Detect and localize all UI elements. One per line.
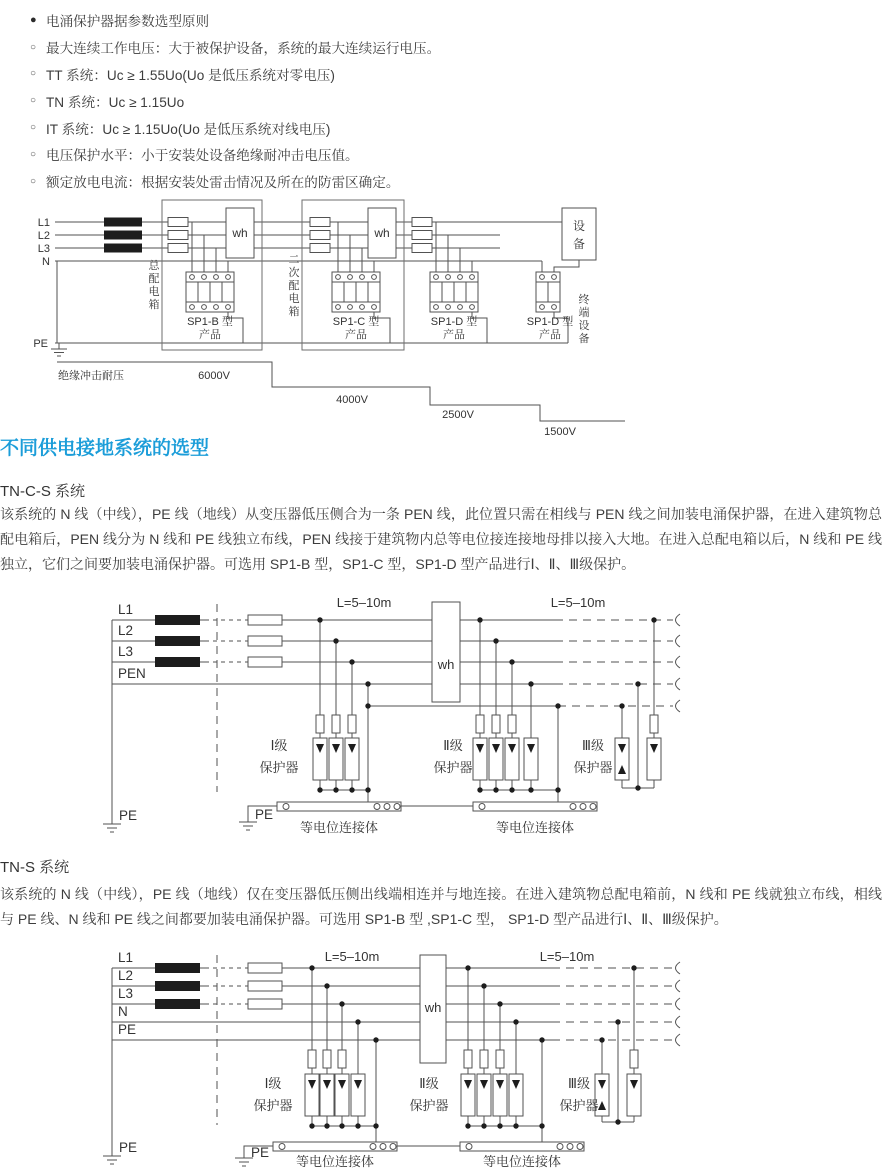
product-name: SP1-C 型 (332, 316, 380, 328)
protector-label: 保护器 (433, 760, 473, 775)
principle-text: 最大连续工作电压：大于被保护设备，系统的最大连续运行电压。 (46, 41, 441, 57)
line-label-pe: PE (119, 808, 138, 823)
withstand-level: 6000V (198, 370, 230, 382)
product-suffix: 产品 (539, 329, 561, 341)
list-item (30, 168, 440, 195)
line-label-l1: L1 (118, 950, 134, 965)
withstand-level: 2500V (442, 409, 474, 421)
earth-symbol-icon (239, 822, 257, 830)
line-label-pe: PE (251, 1145, 270, 1160)
meter-label: wh (374, 226, 390, 240)
class1-label: Ⅰ级 (264, 1076, 282, 1091)
line-label-pe: PE (33, 338, 48, 350)
bonding-label: 等电位连接体 (495, 820, 575, 835)
hollow-bullet-icon: ○ (30, 148, 37, 160)
distance-label: L=5–10m (550, 595, 606, 610)
earth-symbol-icon (51, 349, 67, 356)
tns-title: TN-S 系统 (0, 859, 70, 876)
cascade-protection-diagram (0, 197, 882, 442)
protector-label: 保护器 (253, 1098, 293, 1113)
distance-label: L=5–10m (539, 950, 595, 964)
principle-text: TN 系统：Uc ≥ 1.15Uo (46, 94, 185, 110)
line-label-n: N (42, 256, 50, 268)
line-label-pe: PE (255, 807, 274, 822)
line-continuation-arcs (676, 614, 681, 712)
class2-spd-group (461, 968, 542, 1142)
bonding-label: 等电位连接体 (295, 1154, 375, 1169)
principle-text: TT 系统：Uc ≥ 1.55Uo(Uo 是低压系统对零电压) (46, 67, 335, 83)
hollow-bullet-icon: ○ (30, 68, 37, 80)
meter-label: wh (424, 1000, 442, 1015)
main-box-label: 总配电箱 (148, 260, 160, 311)
section-title: 不同供电接地系统的选型 (0, 438, 210, 459)
list-item (30, 141, 440, 168)
tncs-system-diagram (55, 592, 715, 852)
tns-body: 该系统的 N 线（中线），PE 线（地线）仅在变压器低压侧出线端相连并与地连接。在进入建筑物总配电箱前，N 线和 PE 线就独立布线，相线与 PE 线、N 线和 PE 线之间都要加装电涌保护器。可选用 SP1-B 型 ,SP1-C 型， SP1-D 型产品进行Ⅰ、Ⅱ、Ⅲ级保护。 (0, 886, 882, 927)
class3-spd-group (595, 968, 641, 1122)
class3-label: Ⅲ级 (568, 1076, 590, 1091)
principle-text: 电压保护水平：小于安装处设备绝缘耐冲击电压值。 (46, 148, 359, 164)
tns-system-diagram (55, 950, 715, 1173)
withstand-level: 1500V (544, 426, 576, 438)
list-item (30, 87, 440, 114)
equipment-label: 设备 (572, 219, 586, 251)
bonding-label: 等电位连接体 (299, 820, 379, 835)
withstand-label: 绝缘冲击耐压 (58, 370, 124, 382)
product-name: SP1-D 型 (526, 316, 574, 328)
line-label-pen: PEN (118, 666, 146, 681)
hollow-bullet-icon: ○ (30, 41, 37, 53)
earth-symbol-icon (103, 824, 121, 832)
terminal-equipment-label: 终端设备 (578, 294, 590, 345)
list-item (30, 114, 440, 141)
principle-text: 额定放电电流：根据安装处雷击情况及所在的防雷区确定。 (46, 175, 400, 191)
list-item (30, 61, 440, 88)
supply-fuses (155, 615, 282, 667)
equipment-box (562, 208, 596, 260)
principles-title: 电涌保护器据参数选型原则 (46, 14, 210, 30)
line-label-l3: L3 (118, 644, 134, 659)
energy-meter-box (432, 602, 460, 702)
class1-spd-group (305, 968, 376, 1142)
line-label-l2: L2 (118, 968, 134, 983)
product-suffix: 产品 (345, 329, 367, 341)
protector-label: 保护器 (559, 1098, 599, 1113)
distance-label: L=5–10m (336, 595, 392, 610)
selection-principles-list (30, 7, 440, 195)
class3-label: Ⅲ级 (582, 738, 604, 753)
bonding-label: 等电位连接体 (482, 1154, 562, 1169)
line-label-l3: L3 (118, 986, 134, 1001)
line-label-l2: L2 (37, 230, 50, 242)
product-name: SP1-D 型 (430, 316, 478, 328)
product-name: SP1-B 型 (187, 316, 233, 328)
line-label-pe: PE (118, 1022, 137, 1037)
protector-label: 保护器 (259, 760, 299, 775)
hollow-bullet-icon: ○ (30, 122, 37, 134)
line-continuation-arcs (676, 962, 681, 1046)
supply-fuses (155, 963, 282, 1009)
withstand-staircase (57, 362, 625, 421)
hollow-bullet-icon: ○ (30, 95, 37, 107)
class2-spd-group (473, 620, 558, 802)
line-label-n: N (118, 1004, 128, 1019)
protector-label: 保护器 (409, 1098, 449, 1113)
filled-bullet-icon: ● (30, 14, 37, 27)
supply-fuses (104, 218, 142, 253)
tncs-title: TN-C-S 系统 (0, 483, 85, 500)
class1-spd-group (313, 620, 368, 802)
product-suffix: 产品 (443, 329, 465, 341)
secondary-box-label: 二次配电箱 (288, 254, 300, 318)
meter-label: wh (437, 657, 455, 672)
line-label-pe: PE (119, 1140, 138, 1155)
protector-label: 保护器 (573, 760, 613, 775)
principle-text: IT 系统：Uc ≥ 1.15Uo(Uo 是低压系统对线电压) (46, 121, 331, 137)
hollow-bullet-icon: ○ (30, 175, 37, 187)
line-label-l3: L3 (37, 243, 50, 255)
product-suffix: 产品 (199, 329, 221, 341)
earth-symbol-icon (103, 1156, 121, 1164)
meter-label: wh (232, 226, 248, 240)
supply-lines (51, 222, 568, 356)
distance-label: L=5–10m (324, 950, 380, 964)
line-label-l2: L2 (118, 623, 134, 638)
class2-label: Ⅱ级 (419, 1076, 439, 1091)
class2-label: Ⅱ级 (443, 738, 463, 753)
list-item (30, 7, 440, 34)
line-label-l1: L1 (118, 602, 134, 617)
list-item (30, 34, 440, 61)
withstand-level: 4000V (336, 394, 368, 406)
line-label-l1: L1 (37, 217, 50, 229)
tncs-body: 该系统的 N 线（中线），PE 线（地线）从变压器低压侧合为一条 PEN 线，此位置只需在相线与 PEN 线之间加装电涌保护器，在进入建筑物总配电箱后，PEN 线分为 N 线和 PE 线独立布线，PEN 线接于建筑物内总等电位接连接地母排以接入大地。在进入总配电箱以后，N 线和 PE 线独立，它们之间要加装电涌保护器。可选用 SP1-B 型，SP1-C 型，SP1-D 型产品进行Ⅰ、Ⅱ、Ⅲ级保护。 (0, 506, 882, 572)
class1-label: Ⅰ级 (270, 738, 288, 753)
